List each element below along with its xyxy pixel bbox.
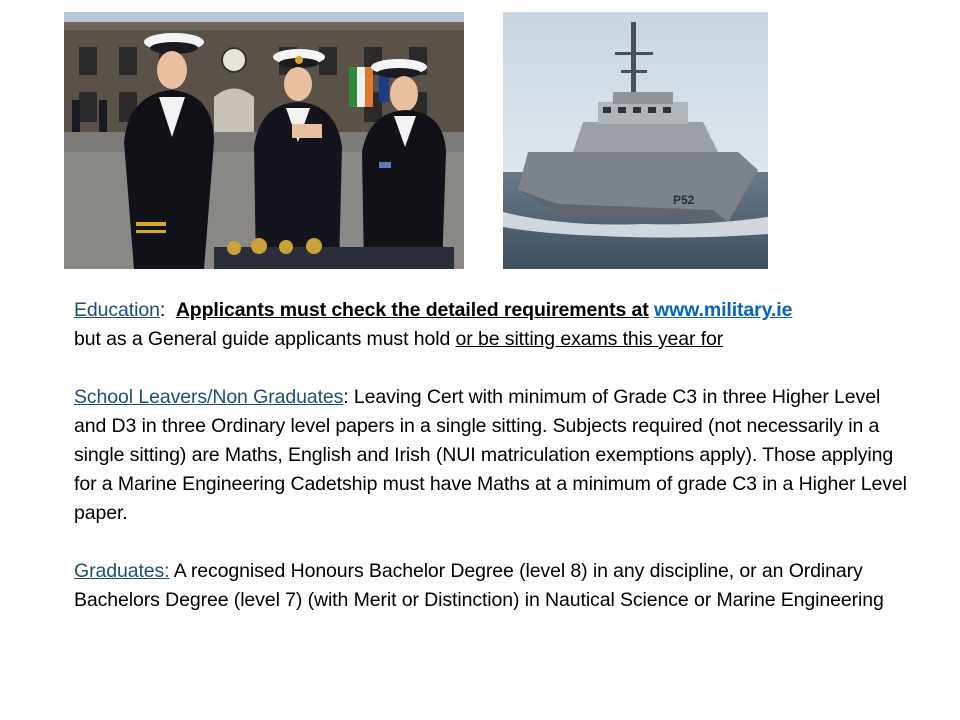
education-sitting-exams-text: or be sitting exams this year for [455, 328, 724, 350]
requirements-text [74, 296, 914, 615]
spacer [74, 528, 914, 557]
svg-text:P52: P52 [673, 193, 695, 207]
spacer [74, 354, 914, 383]
graduates-body: A recognised Honours Bachelor Degree (level 8) in any discipline, or an Ordinary Bachelors Degree (level 7) (with Merit or Distinction) in Nautical Science or Marine Engineering [74, 560, 884, 611]
military-website-link[interactable]: www.military.ie [654, 299, 793, 321]
graduates-paragraph [74, 557, 914, 615]
school-leavers-paragraph [74, 383, 914, 528]
education-lead-text: Applicants must check the detailed requirements at [175, 299, 649, 321]
naval-patrol-ship-photo [503, 12, 768, 269]
school-leavers-body: : Leaving Cert with minimum of Grade C3 in three Higher Level and D3 in three Ordinary level papers in a single sitting. Subjects required (not necessarily in a single sitting) are Maths, English and Irish (NUI matriculation exemptions apply). Those applying for a Marine Engineering Cadetship must have Maths at a minimum of grade C3 in a Higher Level paper. [74, 386, 907, 524]
education-colon: : [159, 299, 166, 321]
naval-officers-ceremony-photo [64, 12, 464, 269]
education-paragraph [74, 296, 914, 354]
education-guide-text: but as a General guide applicants must hold [74, 328, 451, 350]
school-leavers-heading-link[interactable]: School Leavers/Non Graduates [74, 386, 344, 408]
graduates-heading-link[interactable]: Graduates: [74, 560, 170, 582]
education-heading-link[interactable]: Education [74, 299, 160, 321]
